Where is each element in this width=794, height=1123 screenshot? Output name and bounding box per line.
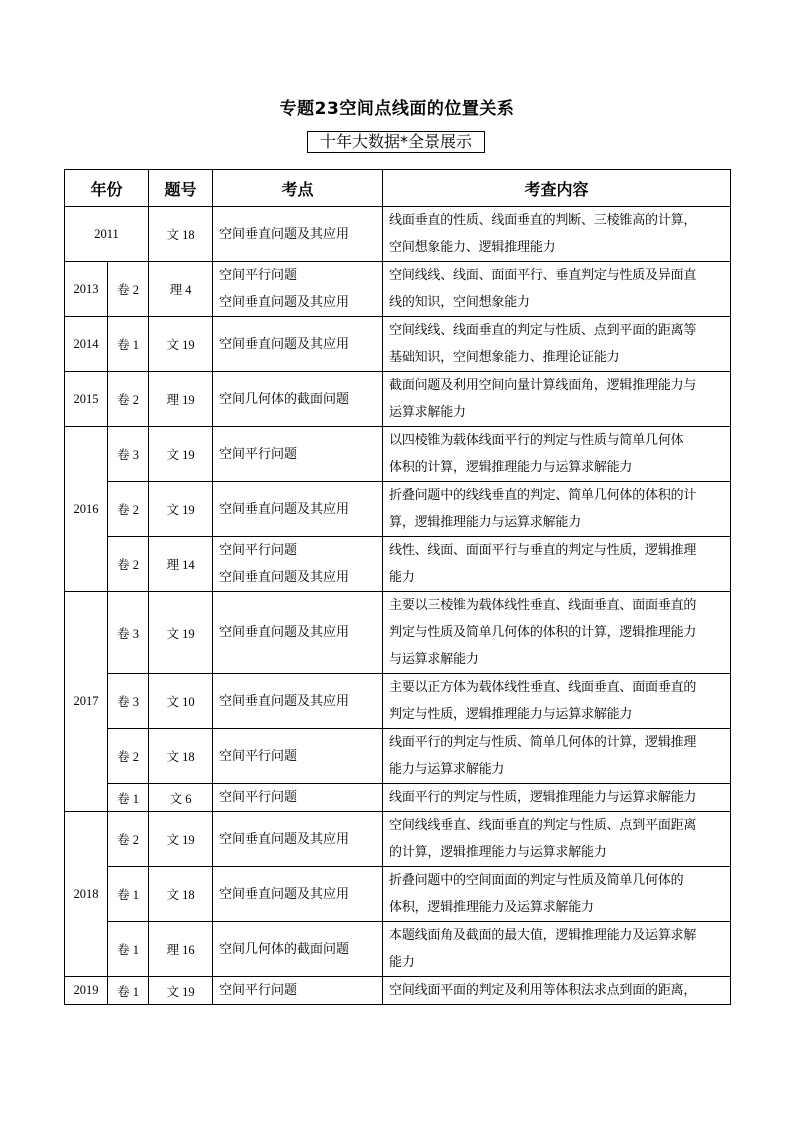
year-cell: 2014 xyxy=(65,317,108,372)
header-row xyxy=(65,170,731,207)
number-cell: 文 19 xyxy=(149,317,213,372)
point-line: 空间垂直问题及其应用 xyxy=(219,570,350,585)
point-cell xyxy=(213,537,383,592)
content-line: 判定与性质，逻辑推理能力与运算求解能力 xyxy=(389,707,633,722)
content-cell xyxy=(383,482,731,537)
table-row xyxy=(65,207,731,262)
header-content: 考查内容 xyxy=(383,170,731,207)
number-cell: 文 19 xyxy=(149,592,213,674)
content-line: 体积的计算，逻辑推理能力与运算求解能力 xyxy=(389,460,633,475)
table-row xyxy=(65,372,731,427)
volume-cell: 卷 1 xyxy=(108,867,149,922)
content-cell xyxy=(383,317,731,372)
content-line: 线的知识，空间想象能力 xyxy=(389,295,530,310)
point-line: 空间平行问题 xyxy=(219,790,298,805)
content-line: 空间线面平面的判定及利用等体积法求点到面的距离， xyxy=(389,983,697,998)
number-cell: 理 16 xyxy=(149,922,213,977)
content-line: 运算求解能力 xyxy=(389,405,466,420)
content-line: 空间想象能力、逻辑推理能力 xyxy=(389,240,556,255)
year-cell: 2013 xyxy=(65,262,108,317)
content-cell xyxy=(383,372,731,427)
data-table xyxy=(64,169,731,1005)
volume-cell: 卷 1 xyxy=(108,922,149,977)
year-cell: 2016 xyxy=(65,427,108,592)
point-cell xyxy=(213,262,383,317)
point-cell xyxy=(213,372,383,427)
number-cell: 文 19 xyxy=(149,482,213,537)
point-line: 空间垂直问题及其应用 xyxy=(219,336,350,352)
point-cell xyxy=(213,674,383,729)
content-line: 折叠问题中的空间面面的判定与性质及简单几何体的 xyxy=(389,873,684,888)
content-line: 能力 xyxy=(389,955,415,970)
number-cell: 理 4 xyxy=(149,262,213,317)
point-line: 空间垂直问题及其应用 xyxy=(219,625,350,640)
content-line: 基础知识，空间想象能力、推理论证能力 xyxy=(389,350,620,365)
point-line: 空间平行问题 xyxy=(219,983,298,998)
volume-cell: 卷 2 xyxy=(108,372,149,427)
point-line: 空间垂直问题及其应用 xyxy=(219,831,350,847)
table-row xyxy=(65,729,731,784)
number-cell: 文 18 xyxy=(149,867,213,922)
content-line: 主要以正方体为载体线性垂直、线面垂直、面面垂直的 xyxy=(389,680,697,695)
subtitle-box: 十年大数据*全景展示 xyxy=(307,131,485,153)
point-cell xyxy=(213,427,383,482)
content-cell xyxy=(383,592,731,674)
content-line: 算，逻辑推理能力与运算求解能力 xyxy=(389,515,582,530)
content-line: 体积，逻辑推理能力及运算求解能力 xyxy=(389,900,594,915)
year-cell: 2019 xyxy=(65,977,108,1005)
content-line: 判定与性质及简单几何体的体积的计算，逻辑推理能力 xyxy=(389,625,697,640)
volume-cell: 卷 1 xyxy=(108,977,149,1005)
year-cell: 2018 xyxy=(65,812,108,977)
point-line: 空间几何体的截面问题 xyxy=(219,941,350,957)
content-cell xyxy=(383,867,731,922)
table-row xyxy=(65,977,731,1005)
number-cell: 理 19 xyxy=(149,372,213,427)
point-cell xyxy=(213,977,383,1005)
content-cell xyxy=(383,977,731,1005)
content-line: 本题线面角及截面的最大值，逻辑推理能力及运算求解 xyxy=(389,928,697,943)
content-line: 线面平行的判定与性质，逻辑推理能力与运算求解能力 xyxy=(389,790,697,805)
year-cell: 2011 xyxy=(65,207,149,262)
content-line: 能力与运算求解能力 xyxy=(389,762,505,777)
content-cell xyxy=(383,922,731,977)
table-row xyxy=(65,262,731,317)
content-cell xyxy=(383,262,731,317)
point-line: 空间垂直问题及其应用 xyxy=(219,501,350,517)
number-cell: 文 18 xyxy=(149,729,213,784)
number-cell: 文 19 xyxy=(149,812,213,867)
point-cell xyxy=(213,784,383,812)
table-row xyxy=(65,592,731,674)
point-line: 空间垂直问题及其应用 xyxy=(219,226,350,242)
point-line: 空间垂直问题及其应用 xyxy=(219,886,350,902)
page-title: 专题23空间点线面的位置关系 xyxy=(279,99,515,119)
point-line: 空间垂直问题及其应用 xyxy=(219,295,350,310)
content-cell xyxy=(383,537,731,592)
volume-cell: 卷 2 xyxy=(108,537,149,592)
point-line: 空间平行问题 xyxy=(219,446,298,462)
table-row xyxy=(65,482,731,537)
content-line: 主要以三棱锥为载体线性垂直、线面垂直、面面垂直的 xyxy=(389,598,697,613)
point-line: 空间几何体的截面问题 xyxy=(219,391,350,407)
number-cell: 文 19 xyxy=(149,427,213,482)
volume-cell: 卷 1 xyxy=(108,317,149,372)
point-cell xyxy=(213,317,383,372)
content-line: 线面平行的判定与性质、简单几何体的计算，逻辑推理 xyxy=(389,735,697,750)
content-cell xyxy=(383,207,731,262)
volume-cell: 卷 2 xyxy=(108,812,149,867)
table-row xyxy=(65,317,731,372)
point-line: 空间平行问题 xyxy=(219,543,298,558)
volume-cell: 卷 3 xyxy=(108,674,149,729)
number-cell: 文 6 xyxy=(149,784,213,812)
table-row xyxy=(65,812,731,867)
content-line: 以四棱锥为载体线面平行的判定与性质与简单几何体 xyxy=(389,433,684,448)
content-cell xyxy=(383,729,731,784)
table-row xyxy=(65,674,731,729)
table-row xyxy=(65,784,731,812)
header-year: 年份 xyxy=(65,170,149,207)
point-cell xyxy=(213,482,383,537)
header-number: 题号 xyxy=(149,170,213,207)
point-cell xyxy=(213,207,383,262)
content-line: 能力 xyxy=(389,570,415,585)
year-cell: 2015 xyxy=(65,372,108,427)
number-cell: 理 14 xyxy=(149,537,213,592)
point-line: 空间垂直问题及其应用 xyxy=(219,693,350,709)
content-cell xyxy=(383,427,731,482)
content-line: 线性、线面、面面平行与垂直的判定与性质，逻辑推理 xyxy=(389,543,697,558)
volume-cell: 卷 2 xyxy=(108,729,149,784)
table-row xyxy=(65,922,731,977)
number-cell: 文 10 xyxy=(149,674,213,729)
content-line: 的计算，逻辑推理能力与运算求解能力 xyxy=(389,845,607,860)
content-line: 线面垂直的性质、线面垂直的判断、三棱锥高的计算， xyxy=(389,213,697,228)
point-cell xyxy=(213,592,383,674)
year-cell: 2017 xyxy=(65,592,108,812)
content-cell xyxy=(383,812,731,867)
content-line: 空间线线、线面垂直的判定与性质、点到平面的距离等 xyxy=(389,323,697,338)
content-cell xyxy=(383,674,731,729)
number-cell: 文 18 xyxy=(149,207,213,262)
point-cell xyxy=(213,729,383,784)
point-line: 空间平行问题 xyxy=(219,748,298,764)
table-row xyxy=(65,537,731,592)
content-line: 空间线线、线面、面面平行、垂直判定与性质及异面直 xyxy=(389,268,697,283)
content-cell xyxy=(383,784,731,812)
content-line: 与运算求解能力 xyxy=(389,652,479,667)
point-cell xyxy=(213,922,383,977)
content-line: 折叠问题中的线线垂直的判定、简单几何体的体积的计 xyxy=(389,488,697,503)
table-row xyxy=(65,427,731,482)
point-cell xyxy=(213,812,383,867)
content-line: 截面问题及利用空间向量计算线面角，逻辑推理能力与 xyxy=(389,378,697,393)
volume-cell: 卷 2 xyxy=(108,482,149,537)
table-row xyxy=(65,867,731,922)
volume-cell: 卷 3 xyxy=(108,427,149,482)
point-line: 空间平行问题 xyxy=(219,268,298,283)
volume-cell: 卷 2 xyxy=(108,262,149,317)
volume-cell: 卷 1 xyxy=(108,784,149,812)
header-point: 考点 xyxy=(213,170,383,207)
point-cell xyxy=(213,867,383,922)
volume-cell: 卷 3 xyxy=(108,592,149,674)
number-cell: 文 19 xyxy=(149,977,213,1005)
content-line: 空间线线垂直、线面垂直的判定与性质、点到平面距离 xyxy=(389,818,697,833)
